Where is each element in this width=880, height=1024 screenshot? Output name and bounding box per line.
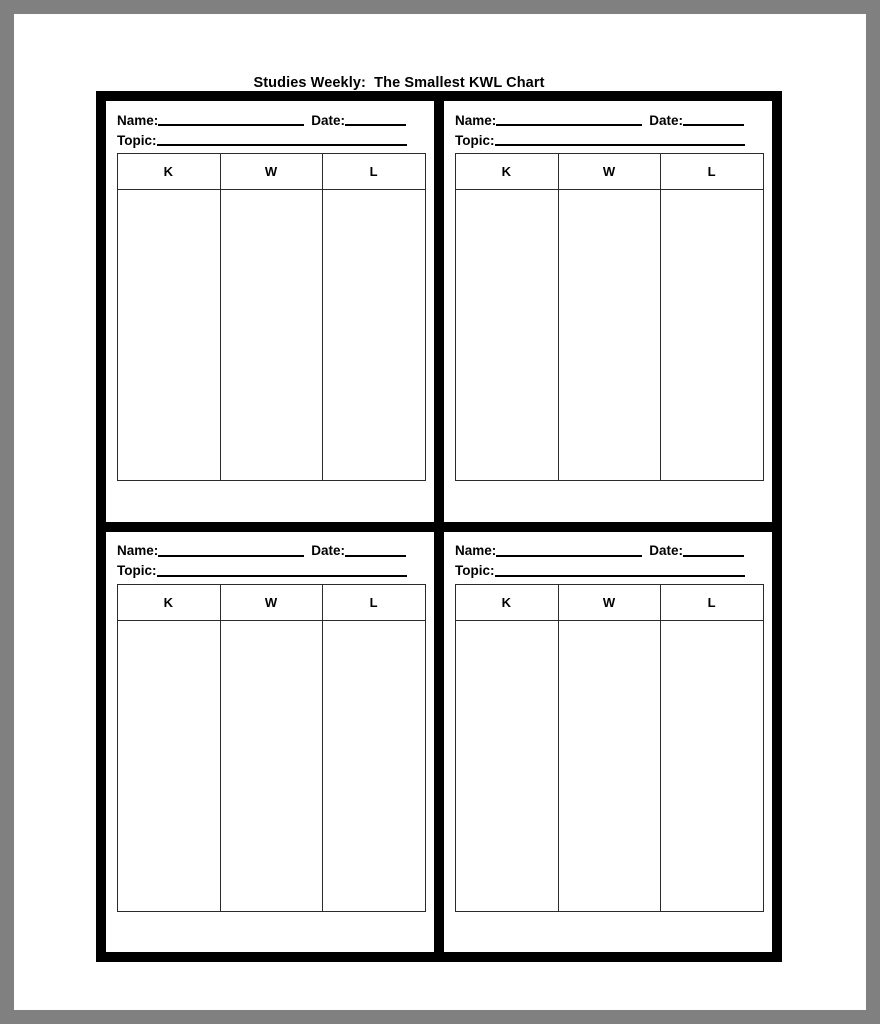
kwl-header-row [118,584,426,620]
column-header-l: L [661,584,764,620]
kwl-body-row [456,620,764,911]
cell-w[interactable] [220,190,323,481]
kwl-table [117,584,426,912]
topic-line [455,563,764,578]
cell-k[interactable] [456,190,559,481]
student-info-block [455,112,764,153]
date-label: Date: [311,543,346,558]
kwl-header-row [456,584,764,620]
column-header-l: L [661,154,764,190]
student-info-block [455,543,764,584]
topic-input[interactable] [157,563,407,577]
name-input[interactable] [496,543,642,557]
cell-w[interactable] [558,620,661,911]
name-label: Name: [455,543,497,558]
topic-label: Topic: [455,563,495,578]
name-label: Name: [455,112,497,128]
column-header-k: K [456,584,559,620]
kwl-body-row [118,620,426,911]
cell-l[interactable] [661,190,764,481]
cell-w[interactable] [558,190,661,481]
cell-k[interactable] [118,620,221,911]
name-date-line [455,112,764,127]
column-header-k: K [456,154,559,190]
topic-line [455,132,764,147]
topic-label: Topic: [117,563,157,578]
kwl-quadrant-bottom-right [444,532,772,953]
kwl-chart-frame [96,91,782,962]
kwl-header-row [118,154,426,190]
name-input[interactable] [496,112,642,126]
worksheet-page [14,14,866,1010]
kwl-quadrant-top-left [106,101,434,522]
cell-k[interactable] [456,620,559,911]
topic-line [117,563,426,578]
cell-k[interactable] [118,190,221,481]
topic-input[interactable] [157,132,407,146]
date-input[interactable] [683,112,744,126]
name-date-line [117,112,426,127]
cell-l[interactable] [661,620,764,911]
kwl-header-row [456,154,764,190]
name-input[interactable] [158,112,304,126]
name-date-line [455,543,764,558]
topic-label: Topic: [117,132,157,148]
column-header-l: L [323,154,426,190]
topic-line [117,132,426,147]
column-header-w: W [220,584,323,620]
column-header-w: W [558,154,661,190]
topic-input[interactable] [495,132,745,146]
name-label: Name: [117,112,159,128]
column-header-w: W [558,584,661,620]
kwl-body-row [456,190,764,481]
topic-label: Topic: [455,132,495,148]
column-header-k: K [118,154,221,190]
date-input[interactable] [683,543,744,557]
name-date-line [117,543,426,558]
kwl-quadrant-bottom-left [106,532,434,953]
column-header-w: W [220,154,323,190]
topic-input[interactable] [495,563,745,577]
page-title: Studies Weekly: The Smallest KWL Chart [253,75,545,91]
cell-w[interactable] [220,620,323,911]
column-header-l: L [323,584,426,620]
date-input[interactable] [345,543,406,557]
kwl-quadrant-top-right [444,101,772,522]
cell-l[interactable] [323,620,426,911]
date-label: Date: [649,543,684,558]
date-input[interactable] [345,112,406,126]
cell-l[interactable] [323,190,426,481]
name-input[interactable] [158,543,304,557]
kwl-body-row [118,190,426,481]
quadrant-grid [106,101,772,952]
name-label: Name: [117,543,159,558]
column-header-k: K [118,584,221,620]
student-info-block [117,112,426,153]
student-info-block [117,543,426,584]
date-label: Date: [649,112,684,128]
kwl-table [455,584,764,912]
kwl-table [455,153,764,481]
date-label: Date: [311,112,346,128]
kwl-table [117,153,426,481]
